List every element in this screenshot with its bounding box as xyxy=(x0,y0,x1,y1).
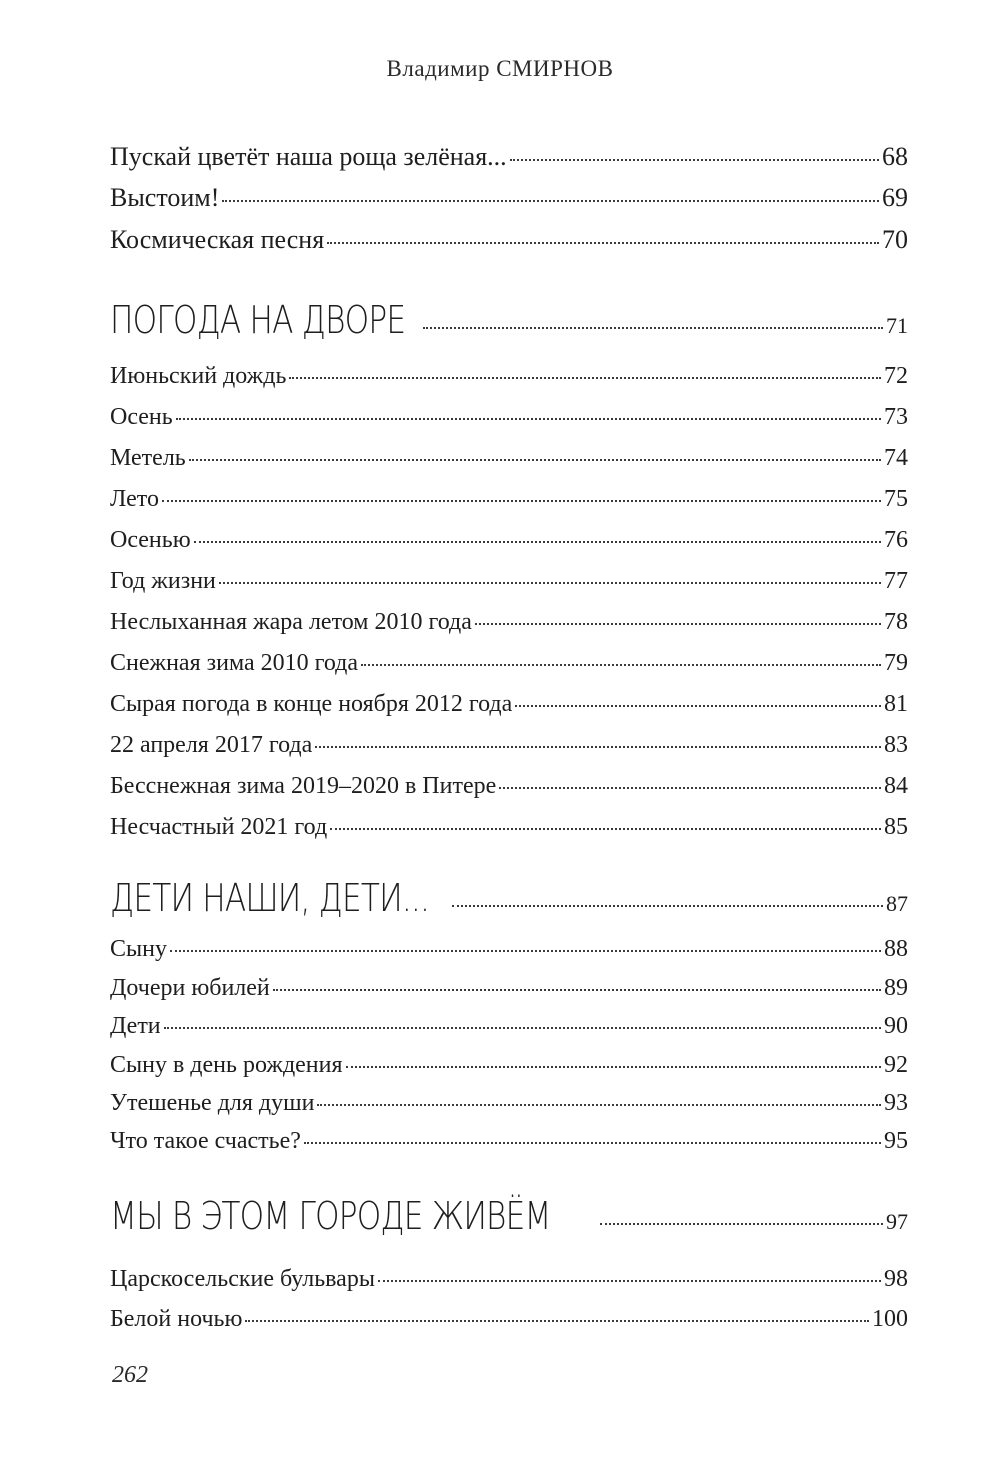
toc-entry xyxy=(110,732,908,759)
toc-entry xyxy=(110,975,908,1002)
entry-page: 72 xyxy=(884,363,908,389)
dot-leader xyxy=(378,1280,881,1282)
toc-entry xyxy=(110,404,908,431)
toc-section-heading xyxy=(110,1194,908,1238)
entry-title: Год жизни xyxy=(110,568,216,594)
dot-leader xyxy=(219,582,881,584)
dot-leader xyxy=(515,705,881,707)
toc-entry xyxy=(110,445,908,472)
toc-section-heading xyxy=(110,298,908,342)
entry-title: Сыну в день рождения xyxy=(110,1052,343,1078)
dot-leader xyxy=(600,1223,883,1225)
dot-leader xyxy=(304,1142,881,1144)
dot-leader xyxy=(162,500,881,502)
entry-title: Дети xyxy=(110,1013,161,1039)
toc-section-heading xyxy=(110,876,908,920)
dot-leader xyxy=(346,1066,881,1068)
entry-page: 83 xyxy=(884,732,908,758)
toc-entry xyxy=(110,1306,908,1333)
toc-entry xyxy=(110,1090,908,1117)
entry-page: 68 xyxy=(882,142,908,171)
toc-entry xyxy=(110,1013,908,1040)
dot-leader xyxy=(176,418,881,420)
entry-title: Июньский дождь xyxy=(110,363,287,389)
dot-leader xyxy=(273,989,881,991)
running-header: Владимир СМИРНОВ xyxy=(386,56,614,81)
toc-entry xyxy=(110,936,908,963)
entry-page: 75 xyxy=(884,486,908,512)
entry-page: 76 xyxy=(884,527,908,553)
toc-entry xyxy=(110,568,908,595)
entry-title: Несчастный 2021 год xyxy=(110,814,328,840)
dot-leader xyxy=(423,327,883,329)
toc-entry xyxy=(110,609,908,636)
entry-title: Лето xyxy=(110,486,159,512)
entry-page: 74 xyxy=(884,445,908,471)
entry-page: 81 xyxy=(884,691,908,717)
dot-leader xyxy=(452,905,883,907)
dot-leader xyxy=(315,746,881,748)
section-title: ДЕТИ НАШИ, ДЕТИ... xyxy=(110,876,430,920)
toc-entry xyxy=(110,486,908,513)
entry-title: Дочери юбилей xyxy=(110,975,270,1001)
entry-title: Сырая погода в конце ноября 2012 года xyxy=(110,691,513,717)
dot-leader xyxy=(317,1104,881,1106)
entry-title: Неслыханная жара летом 2010 года xyxy=(110,609,472,635)
entry-title: Царскосельские бульвары xyxy=(110,1266,375,1292)
page-number: 262 xyxy=(112,1362,148,1388)
entry-title: 22 апреля 2017 года xyxy=(110,732,313,758)
entry-page: 70 xyxy=(882,225,908,254)
entry-page: 73 xyxy=(884,404,908,430)
entry-page: 93 xyxy=(884,1090,908,1116)
section-page: 87 xyxy=(886,891,908,916)
toc-entry xyxy=(110,225,908,255)
entry-page: 90 xyxy=(884,1013,908,1039)
entry-title: Сыну xyxy=(110,936,167,962)
section-title: МЫ В ЭТОМ ГОРОДЕ ЖИВЁМ xyxy=(110,1194,551,1238)
section-title: ПОГОДА НА ДВОРЕ xyxy=(110,298,406,342)
dot-leader xyxy=(222,200,879,202)
dot-leader xyxy=(327,242,879,244)
toc-entry xyxy=(110,1266,908,1293)
toc-entry xyxy=(110,691,908,718)
dot-leader xyxy=(194,541,881,543)
entry-page: 69 xyxy=(882,183,908,212)
toc-entry xyxy=(110,527,908,554)
toc-entry xyxy=(110,773,908,800)
dot-leader xyxy=(189,459,881,461)
entry-page: 100 xyxy=(872,1306,908,1332)
entry-page: 88 xyxy=(884,936,908,962)
toc-entry xyxy=(110,183,908,213)
entry-title: Бесснежная зима 2019–2020 в Питере xyxy=(110,773,497,799)
entry-page: 78 xyxy=(884,609,908,635)
entry-page: 84 xyxy=(884,773,908,799)
entry-page: 95 xyxy=(884,1128,908,1154)
dot-leader xyxy=(475,623,881,625)
toc-entry xyxy=(110,142,908,172)
entry-title: Что такое счастье? xyxy=(110,1128,301,1154)
entry-page: 92 xyxy=(884,1052,908,1078)
dot-leader xyxy=(330,828,881,830)
entry-title: Метель xyxy=(110,445,186,471)
entry-title: Космическая песня xyxy=(110,225,325,254)
toc-entry xyxy=(110,1128,908,1155)
entry-title: Осенью xyxy=(110,527,191,553)
entry-title: Снежная зима 2010 года xyxy=(110,650,359,676)
entry-page: 77 xyxy=(884,568,908,594)
entry-title: Пускай цветёт наша роща зелёная... xyxy=(110,142,507,171)
toc-entry xyxy=(110,814,908,841)
entry-page: 98 xyxy=(884,1266,908,1292)
entry-title: Белой ночью xyxy=(110,1306,243,1332)
entry-page: 85 xyxy=(884,814,908,840)
toc-entry xyxy=(110,650,908,677)
entry-page: 79 xyxy=(884,650,908,676)
entry-page: 89 xyxy=(884,975,908,1001)
section-page: 71 xyxy=(886,313,908,338)
dot-leader xyxy=(499,787,881,789)
dot-leader xyxy=(361,664,881,666)
section-page: 97 xyxy=(886,1209,908,1234)
dot-leader xyxy=(510,159,879,161)
dot-leader xyxy=(289,377,881,379)
entry-title: Выстоим! xyxy=(110,183,220,212)
dot-leader xyxy=(164,1027,881,1029)
entry-title: Утешенье для души xyxy=(110,1090,315,1116)
toc-entry xyxy=(110,1052,908,1079)
dot-leader xyxy=(170,950,881,952)
entry-title: Осень xyxy=(110,404,173,430)
toc-entry xyxy=(110,363,908,390)
dot-leader xyxy=(245,1320,869,1322)
